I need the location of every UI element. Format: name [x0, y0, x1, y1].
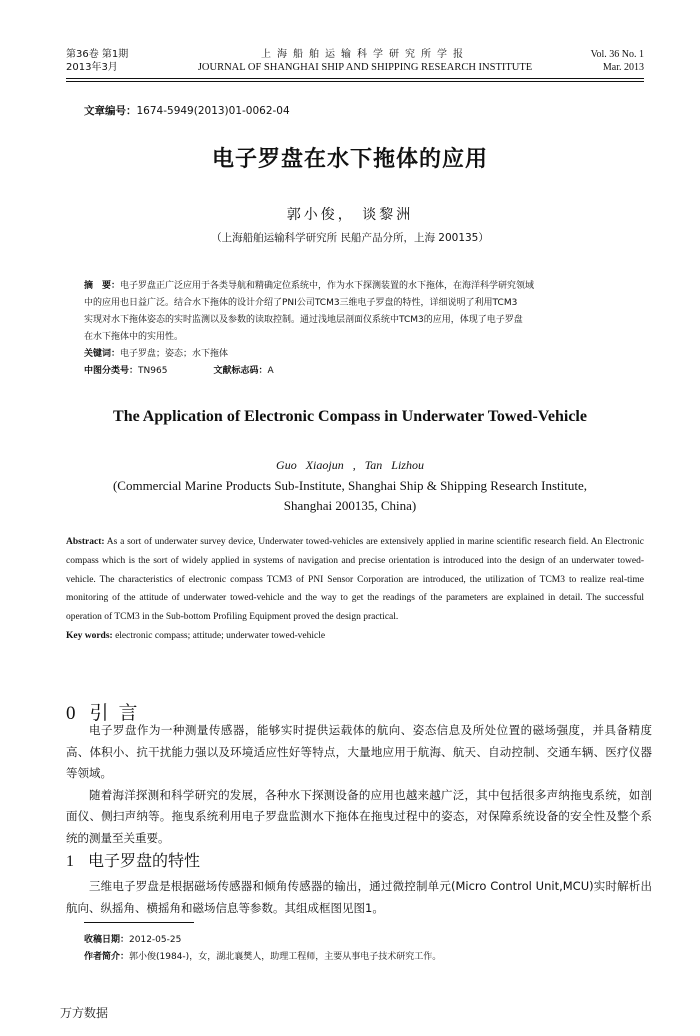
authors-chinese: 郭小俊， 谈黎洲	[286, 207, 414, 223]
volume-issue-cn: 第36卷 第1期	[66, 49, 129, 60]
section-heading-characteristics	[66, 848, 200, 871]
paragraph: 三维电子罗盘是根据磁场传感器和倾角传感器的输出，通过微控制单元(Micro Control Unit,MCU)实时解析出航向、纵摇角、横摇角和磁场信息等参数。其组成框图见图1。	[66, 879, 652, 915]
keywords-cn-value: 电子罗盘；姿态；水下拖体	[120, 349, 229, 359]
abstract-en-body	[66, 533, 644, 627]
section-number: 0	[66, 703, 76, 724]
running-header	[66, 48, 644, 76]
article-number	[84, 103, 290, 118]
title-english: The Application of Electronic Compass in Underwater Towed-Vehicle	[113, 408, 587, 425]
title-chinese: 电子罗盘在水下拖体的应用	[211, 147, 488, 172]
received-date	[84, 932, 620, 949]
date-cn: 2013年3月	[66, 62, 118, 73]
abstract-cn-line-3: 实现对水下拖体姿态的实时监测以及参数的读取控制。通过浅地层剖面仪系统中TCM3的应用，体现了电子罗盘	[84, 315, 523, 325]
author-bio-value: 郭小俊(1984-)，女，湖北襄樊人，助理工程师，主要从事电子技术研究工作。	[129, 952, 442, 962]
date-en: Mar. 2013	[602, 62, 644, 73]
abstract-en-label: Abstract:	[66, 537, 105, 547]
header-left	[66, 48, 128, 74]
abstract-en-text: As a sort of underwater survey device, Underwater towed-vehicles are extensively applied in marine scientific research field. An Electronic compass which is the sort of widely applied in systems of navigation and precise orientation is introduced into the design of an underwater towed-vehicle. The characteristics of electronic compass TCM3 of PNI Sensor Corporation are introduced, the utilization of TCM3 to realize real-time monitoring of the attitude of underwater towed-vehicle and the way to get the readings of the parameters are explained in detail. The successful operation of TCM3 in the Sub-bottom Profiling Equipment proved the design practical.	[66, 537, 644, 623]
keywords-en-value: electronic compass; attitude; underwater towed-vehicle	[112, 630, 326, 641]
clc-number: 中图分类号：TN965	[84, 366, 168, 376]
keywords-cn-label: 关键词：	[84, 349, 121, 359]
abstract-cn-line-4: 在水下拖体中的实用性。	[84, 332, 184, 342]
footnote-rule	[84, 922, 194, 923]
abstract-chinese	[84, 278, 620, 380]
section-title: 电子罗盘的特性	[88, 851, 201, 870]
footnote	[84, 932, 620, 966]
header-right	[591, 48, 644, 74]
affiliation-english	[0, 476, 700, 516]
paragraph: 随着海洋探测和科学研究的发展，各种水下探测设备的应用也越来越广泛，其中包括很多声纳拖曳系统，如剖面仪、侧扫声纳等。拖曳系统利用电子罗盘监测水下拖体在拖曳过程中的姿态，对保障系统设备的安全性及整个系统的测量至关重要。	[66, 787, 652, 845]
section-title: 引言	[89, 702, 148, 724]
keywords-en	[66, 627, 644, 646]
journal-name-cn: 上海船舶运输科学研究所学报	[261, 49, 469, 60]
header-rule-thick	[66, 78, 644, 79]
section-characteristics-body	[66, 876, 652, 919]
affiliation-en-line-1: (Commercial Marine Products Sub-Institute, Shanghai Ship & Shipping Research Institute,	[112, 478, 588, 493]
volume-issue-en: Vol. 36 No. 1	[590, 49, 644, 60]
abstract-cn-line-2: 中的应用也日益广泛。结合水下拖体的设计介绍了PNI公司TCM3三维电子罗盘的特性，详细说明了利用TCM3	[84, 298, 518, 308]
watermark: 万方数据	[60, 1006, 109, 1020]
abstract-cn-label: 摘 要：	[84, 281, 121, 291]
abstract-cn-line-1: 摘 要：电子罗盘正广泛应用于各类导航和精确定位系统中，作为水下探测装置的水下拖体，在海洋科学研究领域	[84, 281, 535, 291]
author-bio	[84, 949, 620, 966]
section-introduction-body	[66, 720, 652, 849]
document-code: 文献标志码：A	[213, 366, 274, 376]
classification-row	[84, 363, 620, 380]
affiliation-en-line-2: Shanghai 200135, China)	[283, 498, 417, 513]
keywords-en-label: Key words:	[66, 630, 113, 641]
section-number: 1	[66, 853, 74, 870]
paragraph: 电子罗盘作为一种测量传感器，能够实时提供运载体的航向、姿态信息及所处位置的磁场强度，并具备精度高、体积小、抗干扰能力强以及环境适应性好等特点，大量地应用于航海、航天、自动控制、交通车辆、医疗仪器等领域。	[66, 723, 652, 780]
received-value: 2012-05-25	[129, 935, 182, 945]
keywords-cn	[84, 346, 620, 363]
article-number-value: 1674-5949(2013)01-0062-04	[136, 105, 290, 117]
header-center	[186, 48, 544, 74]
received-label: 收稿日期：	[84, 935, 130, 945]
affiliation-chinese: （上海船舶运输科学研究所 民船产品分所，上海 200135）	[211, 232, 489, 244]
header-rule-thin	[66, 81, 644, 82]
authors-english: Guo Xiaojun , Tan Lizhou	[276, 458, 424, 472]
abstract-english	[66, 533, 644, 646]
journal-name-en: JOURNAL OF SHANGHAI SHIP AND SHIPPING RESEARCH INSTITUTE	[197, 62, 533, 73]
author-bio-label: 作者简介：	[84, 952, 130, 962]
article-number-label: 文章编号：	[84, 105, 137, 117]
